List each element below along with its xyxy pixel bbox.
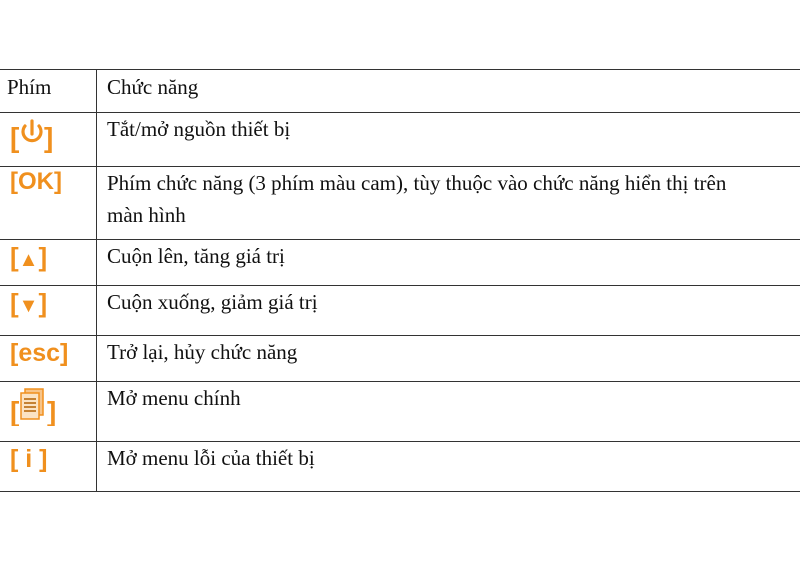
table-row <box>0 167 800 240</box>
description-cell <box>97 167 800 240</box>
description-text: Tắt/mở nguồn thiết bị <box>107 117 291 141</box>
up-arrow-icon: [▲] <box>10 242 48 272</box>
menu-icon <box>10 386 58 426</box>
table-row <box>0 240 800 286</box>
key-cell-info <box>0 442 97 492</box>
table-row <box>0 442 800 492</box>
description-text: Cuộn lên, tăng giá trị <box>107 244 285 268</box>
description-text: Phím chức năng (3 phím màu cam), tùy thuộc vào chức năng hiển thị trên màn hình <box>107 171 727 227</box>
description-cell <box>97 382 800 442</box>
info-key-icon: [ i ] <box>10 445 48 473</box>
key-cell-ok <box>0 167 97 240</box>
ok-key-icon: [OK] <box>10 168 62 195</box>
table-row <box>0 382 800 442</box>
down-arrow-glyph: ▼ <box>18 295 39 317</box>
description-text: Trở lại, hủy chức năng <box>107 340 298 364</box>
key-cell-power <box>0 113 97 167</box>
description-cell <box>97 286 800 336</box>
key-column-header <box>0 70 97 113</box>
description-cell <box>97 336 800 382</box>
esc-key-icon: [esc] <box>10 339 69 367</box>
svg-text:]: ] <box>44 122 54 153</box>
table-row <box>0 113 800 167</box>
table-row <box>0 286 800 336</box>
key-cell-esc <box>0 336 97 382</box>
up-arrow-glyph: ▲ <box>18 249 39 271</box>
description-text: Mở menu lỗi của thiết bị <box>107 446 315 470</box>
key-cell-up <box>0 240 97 286</box>
key-function-table <box>0 69 800 492</box>
svg-text:[: [ <box>10 122 20 153</box>
description-cell <box>97 442 800 492</box>
down-arrow-icon: [▼] <box>10 288 48 318</box>
power-icon <box>10 117 54 153</box>
description-text: Cuộn xuống, giảm giá trị <box>107 290 318 314</box>
table-row <box>0 336 800 382</box>
description-cell <box>97 113 800 167</box>
description-cell <box>97 240 800 286</box>
svg-text:[: [ <box>10 396 20 426</box>
key-cell-down <box>0 286 97 336</box>
function-column-label: Chức năng <box>107 75 199 99</box>
function-column-header <box>97 70 800 113</box>
key-column-label: Phím <box>7 75 52 99</box>
description-text: Mở menu chính <box>107 386 241 410</box>
table-header-row <box>0 70 800 113</box>
svg-text:]: ] <box>47 396 57 426</box>
key-cell-menu <box>0 382 97 442</box>
